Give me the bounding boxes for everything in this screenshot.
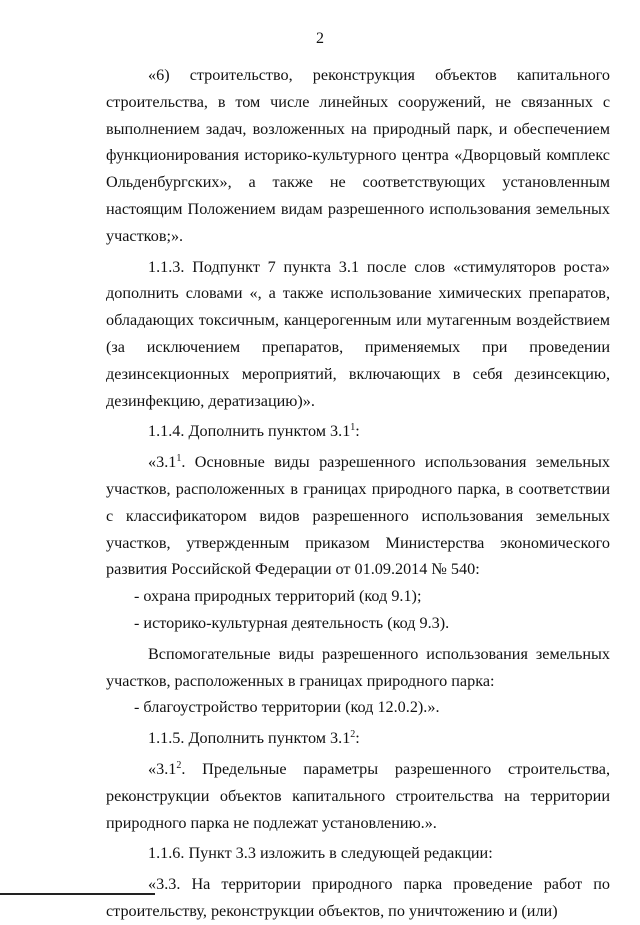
paragraph-text: «3.1 xyxy=(148,759,177,778)
paragraph-auxiliary-uses: Вспомогательные виды разрешенного использования земельных участков, расположенных в границах природного парка: xyxy=(106,644,610,690)
superscript: 2 xyxy=(176,759,182,771)
paragraph-1-1-4 xyxy=(106,418,610,445)
paragraph-1-1-5 xyxy=(106,725,610,752)
paragraph-text: 1.1.4. Дополнить пунктом 3.1 xyxy=(148,422,351,441)
paragraph-text: 1.1.5. Дополнить пунктом 3.1 xyxy=(148,729,351,748)
document-body xyxy=(106,62,610,925)
list-item: - благоустройство территории (код 12.0.2).». xyxy=(134,698,440,717)
paragraph-text: . Основные виды разрешенного использования земельных участков, расположенных в границах природного парка, в соответствии с классификатором видов разрешенного использования земельных участков, утвержденным приказом Министерства экономического развития Российской Федерации от 01.09.2014 № 540: xyxy=(106,453,610,579)
paragraph-3-1-2 xyxy=(106,756,610,836)
footnote-divider xyxy=(0,893,155,895)
paragraph-item-6: «6) строительство, реконструкция объектов капитального строительства, в том числе линейных сооружений, не связанных с выполнением задач, возложенных на природный парк, и обеспечением функционирования историко-культурного центра «Дворцовый комплекс Ольденбургских», а также не соответствующих установленным настоящим Положением видам разрешенного использования земельных участков;». xyxy=(106,66,610,245)
paragraph-3-3: «3.3. На территории природного парка проведение работ по строительству, реконструкции объектов, по уничтожению и (или) xyxy=(106,875,610,920)
paragraph-1-1-3: 1.1.3. Подпункт 7 пункта 3.1 после слов «стимуляторов роста» дополнить словами «, а также использование химических препаратов, обладающих токсичным, канцерогенным или мутагенным воздействием (за исключением препаратов, применяемых при проведении дезинсекционных мероприятий, включающих в себя дезинсекцию, дезинфекцию, дератизацию)». xyxy=(106,257,610,410)
superscript: 1 xyxy=(350,422,356,434)
paragraph-3-1-1 xyxy=(106,449,610,583)
paragraph-text: . Предельные параметры разрешенного строительства, реконструкции объектов капитального строительства на территории природного парка не подлежат установлению.». xyxy=(106,759,610,832)
page-number: 2 xyxy=(316,30,324,47)
paragraph-text: : xyxy=(355,422,360,441)
superscript: 1 xyxy=(176,453,182,465)
list-item: - историко-культурная деятельность (код 9.3). xyxy=(134,613,450,632)
list-item: - охрана природных территорий (код 9.1); xyxy=(134,587,422,606)
paragraph-text: «3.1 xyxy=(148,453,177,472)
superscript: 2 xyxy=(350,729,356,741)
paragraph-text: : xyxy=(355,729,360,748)
paragraph-1-1-6: 1.1.6. Пункт 3.3 изложить в следующей редакции: xyxy=(148,844,493,863)
